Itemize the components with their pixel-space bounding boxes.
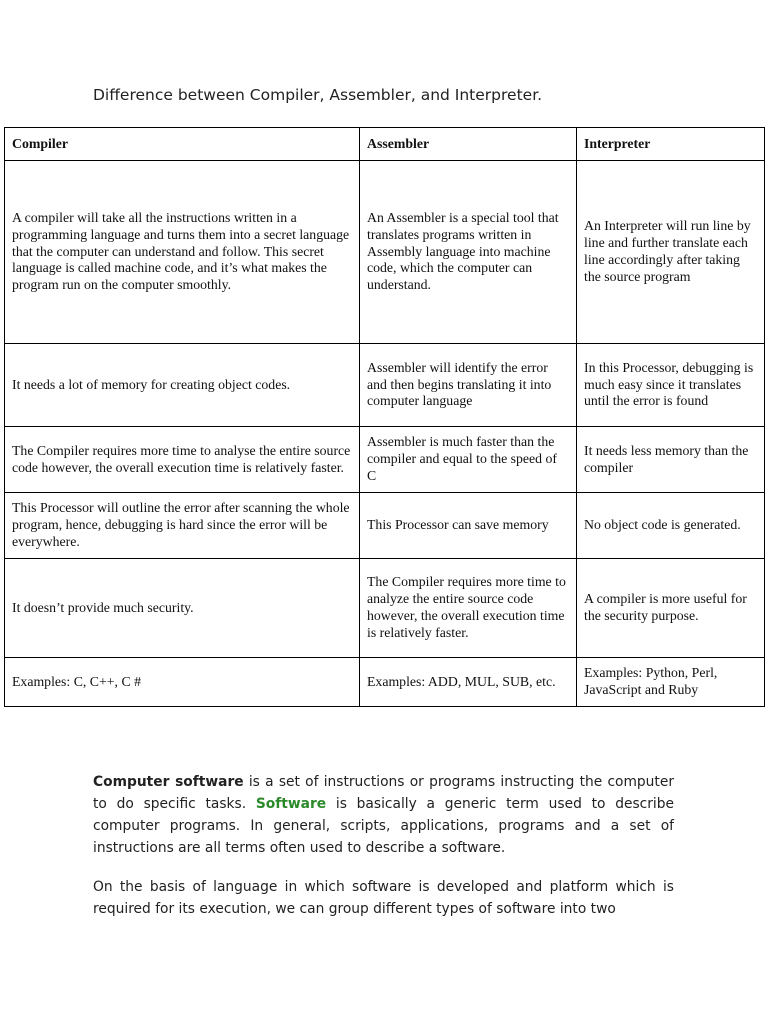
software-link[interactable]: Software: [255, 796, 327, 812]
table-cell: It doesn’t provide much security.: [5, 559, 360, 658]
paragraph-text: is a set of instructions or programs instructing the computer to do specific tasks.: [93, 774, 674, 812]
comparison-table: [4, 127, 765, 707]
table-cell: The Compiler requires more time to analyze the entire source code however, the overall execution time is relatively faster.: [360, 559, 577, 658]
table-row: [5, 658, 765, 707]
paragraph-software-types: On the basis of language in which software is developed and platform which is required for its execution, we can group different types of software into two: [93, 879, 674, 917]
header-interpreter: Interpreter: [577, 128, 765, 161]
table-cell: It needs a lot of memory for creating object codes.: [5, 344, 360, 427]
table-cell: Assembler will identify the error and then begins translating it into computer language: [360, 344, 577, 427]
paragraph-text: is basically a generic term used to describe computer programs. In general, scripts, applications, programs and a set of instructions are all terms often used to describe a software.: [93, 796, 674, 856]
table-cell: An Interpreter will run line by line and further translate each line accordingly after taking the source program: [577, 161, 765, 344]
table-row: [5, 559, 765, 658]
article-body: [93, 771, 674, 937]
table-cell: This Processor can save memory: [360, 493, 577, 559]
page-title: Difference between Compiler, Assembler, and Interpreter.: [93, 86, 543, 104]
table-cell: Assembler is much faster than the compiler and equal to the speed of C: [360, 427, 577, 493]
table-cell: A compiler will take all the instructions written in a programming language and turns them into a secret language that the computer can understand and follow. This secret language is called machine code, and it’s what makes the program run on the computer smoothly.: [5, 161, 360, 344]
table-cell: An Assembler is a special tool that translates programs written in Assembly language into machine code, which the computer can understand.: [360, 161, 577, 344]
table-cell: No object code is generated.: [577, 493, 765, 559]
table-cell: It needs less memory than the compiler: [577, 427, 765, 493]
table-header-row: [5, 128, 765, 161]
header-assembler: Assembler: [360, 128, 577, 161]
table-cell: A compiler is more useful for the security purpose.: [577, 559, 765, 658]
bold-term: Computer software: [93, 774, 244, 790]
table-row: [5, 427, 765, 493]
header-compiler: Compiler: [5, 128, 360, 161]
table-cell: Examples: Python, Perl, JavaScript and Ruby: [577, 658, 765, 707]
table-cell: Examples: ADD, MUL, SUB, etc.: [360, 658, 577, 707]
table-cell: Examples: C, C++, C #: [5, 658, 360, 707]
table-row: [5, 161, 765, 344]
table-row: [5, 344, 765, 427]
paragraph-computer-software: [93, 771, 674, 859]
table-cell: In this Processor, debugging is much easy since it translates until the error is found: [577, 344, 765, 427]
table-cell: This Processor will outline the error after scanning the whole program, hence, debugging is hard since the error will be everywhere.: [5, 493, 360, 559]
table-cell: The Compiler requires more time to analyse the entire source code however, the overall execution time is relatively faster.: [5, 427, 360, 493]
table-row: [5, 493, 765, 559]
